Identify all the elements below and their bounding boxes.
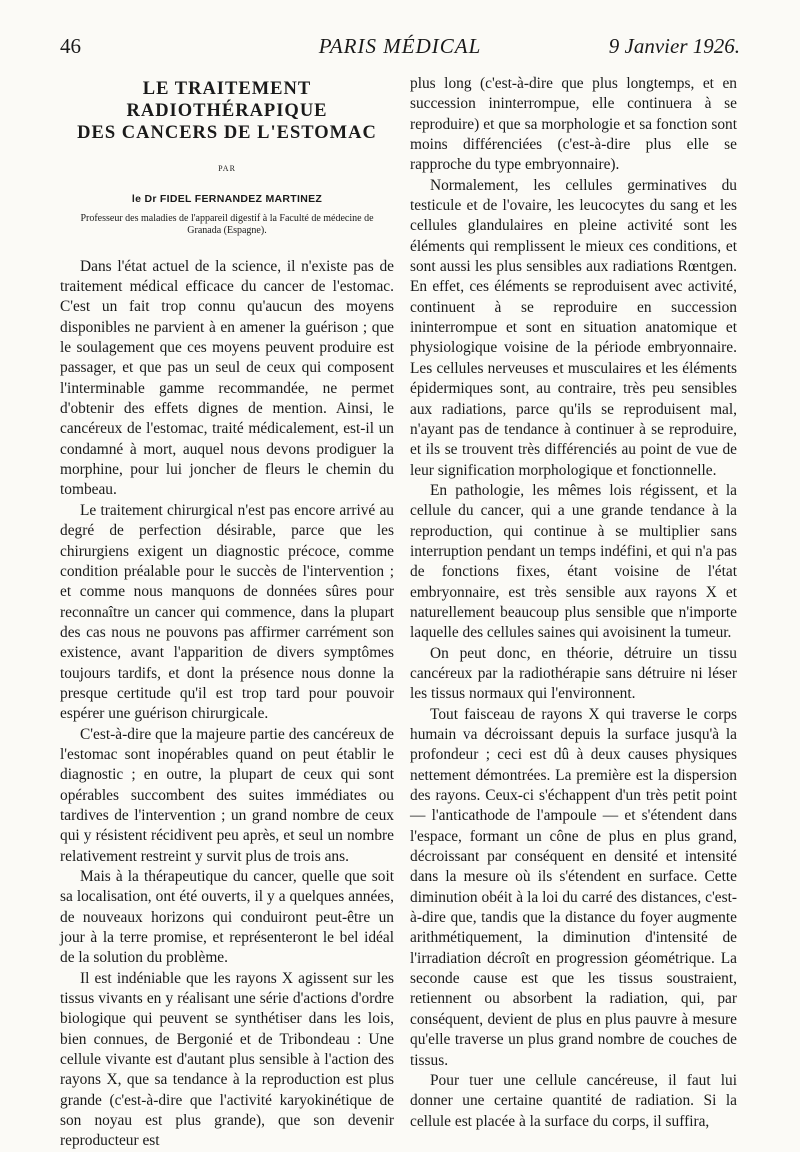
paragraph: Mais à la thérapeutique du cancer, quelle que soit sa localisation, ont été ouverts, il y a quelques années, de nouveaux horizons qui conduiront peut-être un jour à la terre promise, et représenteront le bel idéal de la solution du problème. xyxy=(60,868,394,967)
paragraph: Normalement, les cellules germinatives du testicule et de l'ovaire, les leucocytes du sang et les cellules glandulaires en pleine activité sont les éléments qui remplissent le mieux ces conditions, et sont aussi les plus sensibles aux radiations Rœntgen. En effet, ces éléments se reproduisent avec activité, continuent à se reproduire en succession ininterrompue et sont en situation anatomique et physiologique voisine de la période embryonnaire. Les cellules nerveuses et musculaires et les éléments épidermiques sont, au contraire, très peu sensibles aux radiations, parce qu'ils se reproduisent mal, n'ayant pas de tendance à continuer à se reproduire, et ils se trouvent très différenciés au point de vue de leur signification morphologique et fonctionnelle. xyxy=(410,176,737,479)
paragraph: Dans l'état actuel de la science, il n'existe pas de traitement médical efficace du cancer de l'estomac. C'est un fait trop connu qu'aucun des moyens disponibles ne parvient à en amener la guérison ; que le soulagement que ces moyens peuvent produire est passager, et que pas un seul de ceux qui composent l'interminable gamme recommandée, ne permet d'obtenir des effets dignes de mention. Ainsi, le cancéreux de l'estomac, traité médicalement, est-il un condamné à mort, auquel nous devons prodiguer la morphine, pour lui joncher de fleurs le chemin du tombeau. xyxy=(60,257,394,499)
title-line: LE TRAITEMENT xyxy=(142,79,312,99)
issue-date: 9 Janvier 1926. xyxy=(608,34,740,58)
author-name: le Dr FIDEL FERNANDEZ MARTINEZ xyxy=(131,193,323,206)
article-title xyxy=(60,78,394,144)
paragraph: En pathologie, les mêmes lois régissent, et la cellule du cancer, qui a une grande tendance à la reproduction, qui continue à se multiplier sans interruption pendant un temps indéfini, et qui n'a pas de fonctions fixes, étant voisine de l'état embryonnaire, est très sensible aux rayons X et naturellement beaucoup plus sensible que n'importe laquelle des cellules saines qui avoisinent la tumeur. xyxy=(410,481,737,642)
page-number: 46 xyxy=(60,34,81,58)
paragraph: C'est-à-dire que la majeure partie des cancéreux de l'estomac sont inopérables quand on peut établir le diagnostic ; en outre, la plupart de ceux qui sont opérables succombent des suites immédiates ou tardives de l'intervention ; un grand nombre de ceux qui y résistent récidivent peu après, et seul un nombre relativement restreint y survit plus de trois ans. xyxy=(60,725,394,865)
title-line: DES CANCERS DE L'ESTOMAC xyxy=(77,123,377,143)
left-column xyxy=(60,74,394,1152)
byline-par: PAR xyxy=(218,164,236,173)
paragraph: Pour tuer une cellule cancéreuse, il faut lui donner une certaine quantité de radiation. Si la cellule est placée à la surface du corps, il suffira, xyxy=(410,1071,737,1130)
paragraph: Il est indéniable que les rayons X agissent sur les tissus vivants en y réalisant une série d'actions d'ordre biologique qui peuvent se synthétiser dans les lois, bien connues, de Bergonié et de Tribondeau : Une cellule vivante est d'autant plus sensible à l'action des rayons X, que sa tendance à la reproduction est plus grande (c'est-à-dire que l'activité karyokinétique de son noyau est plus grande), que son devenir reproducteur est xyxy=(60,969,394,1150)
paragraph-continuation: plus long (c'est-à-dire que plus longtemps, et en succession ininterrompue, elle continuera à se reproduire) et que sa morphologie et sa fonction sont moins différenciées (c'est-à-dire plus elle se rapproche du type embryonnaire). xyxy=(410,75,737,174)
paragraph: Le traitement chirurgical n'est pas encore arrivé au degré de perfection désirable, parce que les chirurgiens exigent un diagnostic précoce, comme condition préalable pour le succès de l'intervention ; et comme nous manquons de données sûres pour reconnaître un cancer qui commence, dans la plupart des cas nous ne pouvons pas affirmer carrément son existence, avant l'apparition de divers symptômes toujours tardifs, et dont la présence nous donne la presque certitude qu'il est trop tard pour pouvoir espérer une guérison chirurgicale. xyxy=(60,501,394,723)
author-affiliation: Professeur des maladies de l'appareil digestif à la Faculté de médecine de Granada (Espagne). xyxy=(80,212,374,236)
paragraph: On peut donc, en théorie, détruire un tissu cancéreux par la radiothérapie sans détruire ni léser les tissus normaux qui l'environnent. xyxy=(410,644,737,703)
title-line: RADIOTHÉRAPIQUE xyxy=(126,101,328,121)
paragraph: Tout faisceau de rayons X qui traverse le corps humain va décroissant depuis la surface jusqu'à la profondeur ; ceci est dû à deux causes physiques nettement démontrées. La première est la dispersion des rayons. Ceux-ci s'échappent d'un très petit point — l'anticathode de l'ampoule — et s'étendent dans l'espace, formant un cône de plus en plus grand, décroissant par conséquent en densité et intensité dans la mesure où ils s'étendent en surface. Cette diminution obéit à la loi du carré des distances, c'est-à-dire que, tandis que la distance du foyer augmente arithmétiquement, la diminution d'intensité de l'irradiation décroît en progression géométrique. La seconde cause est que les tissus soustraient, retiennent ou absorbent la radiation, qui, par conséquent, devient de plus en plus pauvre à mesure qu'elle traverse un plus grand nombre de couches de tissus. xyxy=(410,705,737,1069)
right-column xyxy=(410,74,737,1132)
left-body xyxy=(60,257,394,1152)
journal-title: PARIS MÉDICAL xyxy=(318,34,482,58)
running-header xyxy=(60,34,740,64)
